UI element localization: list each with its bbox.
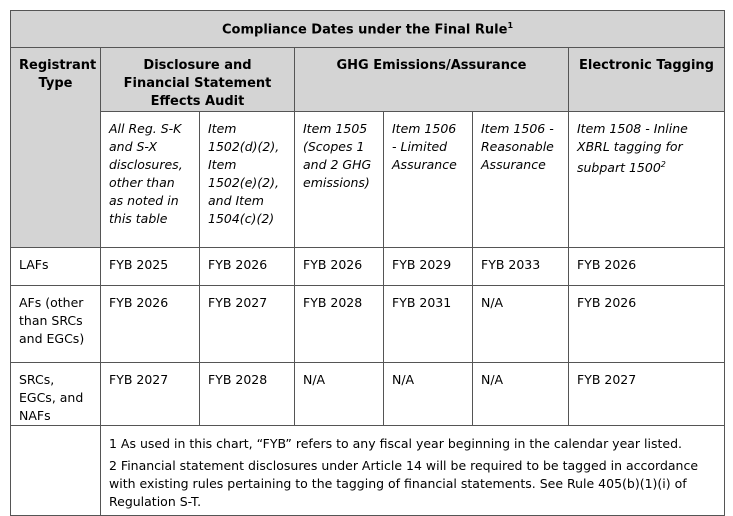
table-cell: FYB 2026: [295, 248, 384, 286]
table-title: Compliance Dates under the Final Rule$^1$: [11, 11, 725, 48]
table-row: [11, 286, 725, 363]
registrant-type-cell: LAFs: [11, 248, 101, 286]
header-ghg: GHG Emissions/Assurance: [295, 48, 569, 112]
subheader-regsk: All Reg. S-K and S-X disclosures, other than as noted in this table: [101, 112, 200, 248]
header-registrant-type: Registrant Type: [11, 48, 101, 248]
table-cell: FYB 2031: [384, 286, 473, 363]
subheader-item1505: Item 1505 (Scopes 1 and 2 GHG emissions): [295, 112, 384, 248]
title-footnote-marker: 1: [507, 20, 514, 30]
compliance-dates-table: [10, 10, 725, 516]
table-cell: N/A: [384, 363, 473, 426]
table-cell: FYB 2027: [101, 363, 200, 426]
item1508-footnote-marker: 2: [660, 160, 666, 169]
header-disclosure: Disclosure and Financial Statement Effects Audit: [101, 48, 295, 112]
table-cell: FYB 2029: [384, 248, 473, 286]
registrant-type-cell: SRCs, EGCs, and NAFs: [11, 363, 101, 426]
table-cell: FYB 2028: [200, 363, 295, 426]
table-row: [11, 363, 725, 426]
table-cell: FYB 2026: [569, 286, 725, 363]
table-cell: FYB 2027: [569, 363, 725, 426]
table-cell: N/A: [473, 363, 569, 426]
table-cell: FYB 2033: [473, 248, 569, 286]
table-cell: FYB 2026: [101, 286, 200, 363]
table-cell: FYB 2025: [101, 248, 200, 286]
table-cell: N/A: [295, 363, 384, 426]
table-cell: N/A: [473, 286, 569, 363]
subheader-item1502: Item 1502(d)(2), Item 1502(e)(2), and Item 1504(c)(2): [200, 112, 295, 248]
header-tagging: Electronic Tagging: [569, 48, 725, 112]
table-cell: FYB 2026: [200, 248, 295, 286]
subheader-item1506-limited: Item 1506 - Limited Assurance: [384, 112, 473, 248]
notes-spacer-cell: [11, 426, 101, 516]
subheader-item1506-reasonable: Item 1506 - Reasonable Assurance: [473, 112, 569, 248]
registrant-type-cell: AFs (other than SRCs and EGCs): [11, 286, 101, 363]
footnote-2: 2 Financial statement disclosures under Article 14 will be required to be tagged in accordance with existing rules pertaining to the tagging of financial statements. See Rule 405(b)(1)(i) of Regulation S-T.: [109, 458, 699, 509]
footnote-1: 1 As used in this chart, “FYB” refers to any fiscal year beginning in the calendar year listed.: [109, 436, 682, 451]
subheader-item1508: Item 1508 - Inline XBRL tagging for subpart 1500$^2$: [569, 112, 725, 248]
table-cell: FYB 2028: [295, 286, 384, 363]
table-cell: FYB 2026: [569, 248, 725, 286]
footnotes: [101, 426, 725, 516]
table-cell: FYB 2027: [200, 286, 295, 363]
table-row: [11, 248, 725, 286]
